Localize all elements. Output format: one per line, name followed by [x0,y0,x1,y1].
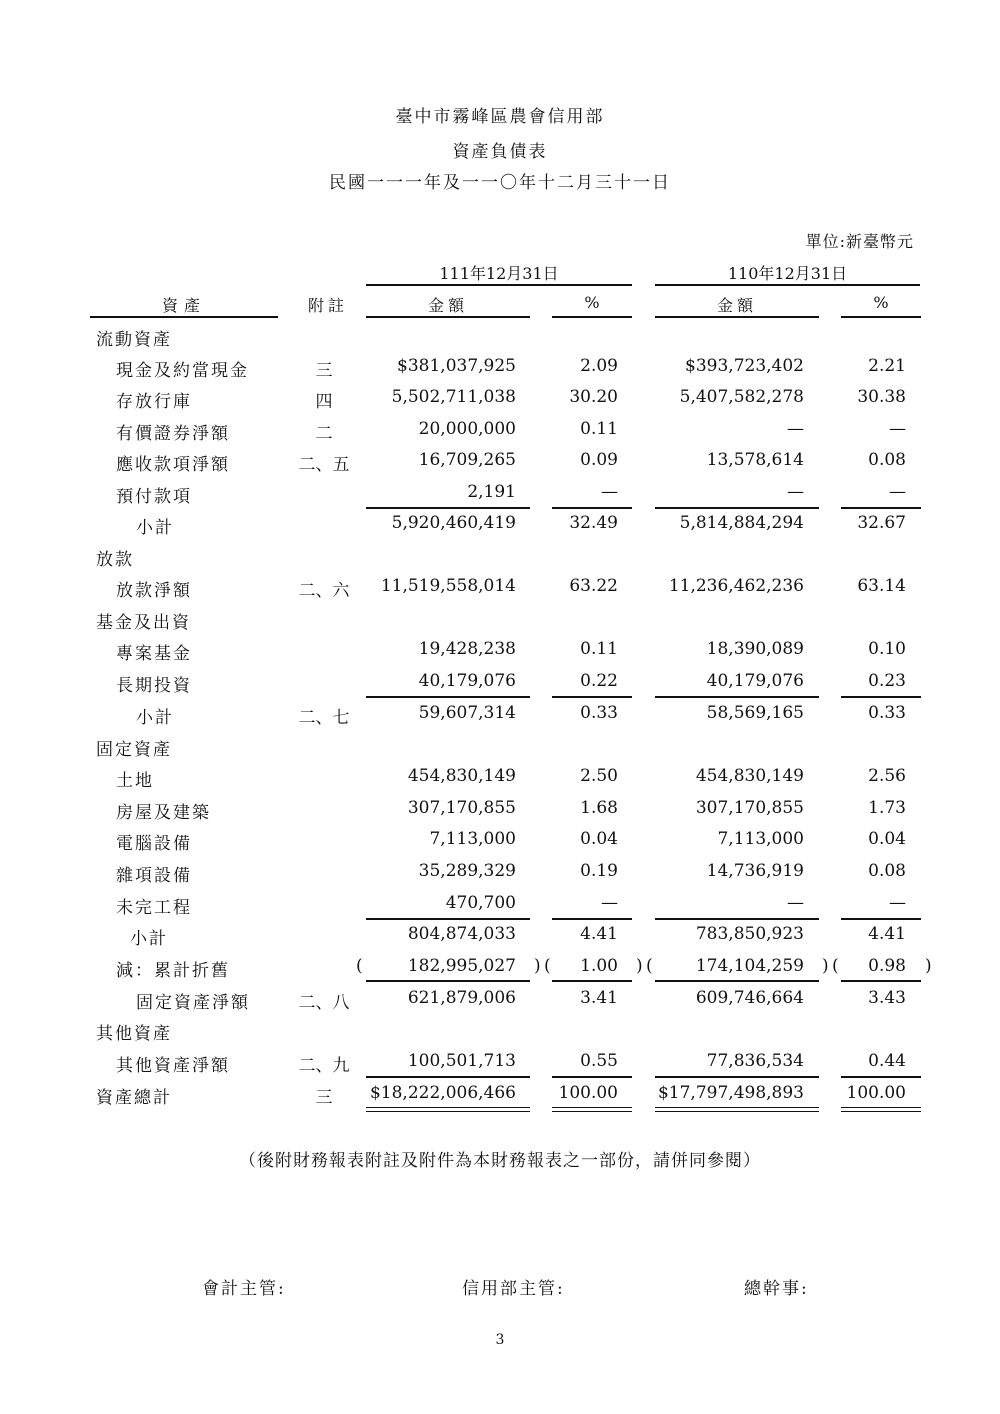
pct-current: 32.49 [569,513,618,533]
open-paren: ( [832,956,839,976]
table-row [0,700,1000,730]
close-paren: ) [822,956,829,976]
amount-current: 307,170,855 [407,798,516,818]
pct-current: 0.09 [580,450,618,470]
header-rule-amount-current [366,316,530,318]
amount-current: 454,830,149 [407,766,516,786]
row-note: 二、八 [298,993,350,1013]
row-label: 放款 [96,550,134,570]
pct-prior: 32.67 [857,513,906,533]
table-row [0,384,1000,414]
total-double-rule [366,1107,530,1112]
amount-prior: 174,104,259 [695,956,804,976]
pct-current: 2.50 [580,766,618,786]
pct-current: 63.22 [569,576,618,596]
header-rule-item [90,316,278,318]
row-label: 未完工程 [116,898,192,918]
amount-current: 804,874,033 [407,924,516,944]
table-row [0,542,1000,572]
subtotal-rule [552,918,632,920]
row-note: 三 [315,1088,333,1108]
organization-name: 臺中市霧峰區農會信用部 [395,107,605,127]
amount-current: 11,519,558,014 [380,576,516,596]
total-double-rule [841,1107,921,1112]
amount-prior: 609,746,664 [695,988,804,1008]
row-note: 二、六 [298,581,350,601]
pct-prior: 0.44 [868,1051,906,1071]
row-note: 二、五 [298,455,350,475]
currency-unit: 單位:新臺幣元 [805,232,914,251]
row-label: 基金及出資 [96,613,191,633]
table-row [0,890,1000,920]
pct-prior: 63.14 [857,576,906,596]
subtotal-rule [841,507,921,509]
row-note: 二、九 [298,1056,350,1076]
amount-prior: — [787,482,804,502]
amount-current: 470,700 [445,893,516,913]
table-row-total [0,1080,1000,1110]
row-label: 固定資產淨額 [136,993,250,1013]
open-paren: ( [646,956,653,976]
pct-current: 4.41 [580,924,618,944]
table-row [0,858,1000,888]
signature-general: 總幹事: [744,1279,809,1299]
table-row [0,732,1000,762]
statement-title: 資產負債表 [452,142,548,162]
table-row [0,763,1000,793]
pct-prior: 0.08 [868,861,906,881]
table-row [0,795,1000,825]
subtotal-rule [552,507,632,509]
row-label: 存放行庫 [116,392,192,412]
pct-prior: 0.23 [868,671,906,691]
amount-prior: 454,830,149 [695,766,804,786]
table-row [0,1016,1000,1046]
pct-current: 0.04 [580,829,618,849]
pct-prior: 0.33 [868,703,906,723]
amount-current: 2,191 [467,482,516,502]
amount-current: 7,113,000 [429,829,516,849]
amount-current: 59,607,314 [418,703,516,723]
amount-current: 40,179,076 [418,671,516,691]
pct-current: 3.41 [580,988,618,1008]
column-amount-prior: 金額 [716,296,757,315]
pct-current: 0.55 [580,1051,618,1071]
table-row [0,826,1000,856]
subtotal-rule [841,980,921,982]
table-row [0,921,1000,951]
amount-prior: $17,797,498,893 [657,1083,804,1103]
signature-accounting: 會計主管: [202,1279,286,1299]
table-row [0,479,1000,509]
amount-current: 100,501,713 [407,1051,516,1071]
table-row [0,605,1000,635]
page-number: 3 [495,1332,505,1348]
amount-current: $381,037,925 [397,356,516,376]
pct-prior: 4.41 [868,924,906,944]
amount-prior: 18,390,089 [706,639,804,659]
pct-current: 1.68 [580,798,618,818]
pct-current: — [601,482,618,502]
table-row [0,353,1000,383]
amount-current: 19,428,238 [418,639,516,659]
table-row [0,416,1000,446]
total-double-rule [552,1107,632,1112]
pct-prior: 100.00 [846,1083,906,1103]
amount-current: 621,879,006 [407,988,516,1008]
open-paren: ( [356,956,363,976]
table-row [0,668,1000,698]
pct-prior: 0.10 [868,639,906,659]
column-amount-current: 金額 [427,296,468,315]
subtotal-rule [841,918,921,920]
row-label: 土地 [116,771,154,791]
row-label: 長期投資 [116,676,192,696]
pct-current: 0.33 [580,703,618,723]
row-label: 減：累計折舊 [116,961,230,981]
row-label: 房屋及建築 [116,803,211,823]
pct-current: 0.19 [580,861,618,881]
pct-prior: 30.38 [857,387,906,407]
open-paren: ( [544,956,551,976]
table-row [0,953,1000,983]
row-label: 放款淨額 [116,581,192,601]
row-label: 現金及約當現金 [116,361,249,381]
amount-prior: 5,814,884,294 [679,513,804,533]
close-paren: ) [636,956,643,976]
amount-prior: — [787,419,804,439]
column-pct-prior: % [873,293,889,312]
period-current: 111年12月31日 [439,264,559,283]
column-pct-current: % [584,293,600,312]
row-label: 應收款項淨額 [116,455,230,475]
pct-current: — [601,893,618,913]
row-label: 預付款項 [116,487,192,507]
amount-prior: 307,170,855 [695,798,804,818]
pct-prior: 0.98 [868,956,906,976]
pct-prior: 2.56 [868,766,906,786]
pct-prior: 1.73 [868,798,906,818]
table-row [0,447,1000,477]
pct-current: 1.00 [580,956,618,976]
amount-prior: 5,407,582,278 [679,387,804,407]
amount-current: 5,502,711,038 [391,387,516,407]
pct-current: 100.00 [558,1083,618,1103]
table-row [0,322,1000,352]
row-label: 其他資產淨額 [116,1056,230,1076]
pct-current: 2.09 [580,356,618,376]
header-rule-pct-current [552,316,632,318]
row-note: 二、七 [298,708,350,728]
table-row [0,573,1000,603]
subtotal-rule [552,980,632,982]
row-label: 小計 [130,929,168,949]
amount-current: 35,289,329 [418,861,516,881]
amount-prior: 14,736,919 [706,861,804,881]
pct-prior: 3.43 [868,988,906,1008]
table-row [0,510,1000,540]
amount-prior: 7,113,000 [717,829,804,849]
row-label: 流動資產 [96,330,172,350]
amount-current: 16,709,265 [418,450,516,470]
column-note: 附註 [307,296,348,315]
subtotal-rule [655,507,819,509]
subtotal-rule [552,696,632,698]
signature-credit: 信用部主管: [462,1279,565,1299]
subtotal-rule [841,1076,921,1078]
header-rule-amount-prior [655,316,819,318]
amount-prior: 11,236,462,236 [668,576,804,596]
amount-current: 182,995,027 [407,956,516,976]
amount-prior: 77,836,534 [706,1051,804,1071]
subtotal-rule [366,696,530,698]
pct-prior: — [889,893,906,913]
statement-date: 民國一一一年及一一〇年十二月三十一日 [329,173,671,193]
subtotal-rule [841,696,921,698]
subtotal-rule [655,980,819,982]
table-row [0,985,1000,1015]
row-label: 小計 [136,708,174,728]
amount-prior: 783,850,923 [695,924,804,944]
subtotal-rule [655,1076,819,1078]
table-row [0,636,1000,666]
subtotal-rule [655,696,819,698]
pct-current: 0.22 [580,671,618,691]
subtotal-rule [552,1076,632,1078]
subtotal-rule [366,980,530,982]
column-item: 資產 [161,296,206,315]
period-prior-rule [655,284,920,286]
amount-prior: $393,723,402 [685,356,804,376]
row-note: 四 [315,392,333,412]
pct-current: 0.11 [580,639,618,659]
row-label: 專案基金 [116,644,192,664]
amount-current: $18,222,006,466 [369,1083,516,1103]
total-double-rule [655,1107,819,1112]
row-label: 小計 [136,518,174,538]
period-current-rule [366,284,632,286]
subtotal-rule [366,507,530,509]
pct-prior: — [889,482,906,502]
amount-prior: 40,179,076 [706,671,804,691]
close-paren: ) [925,956,932,976]
amount-current: 5,920,460,419 [391,513,516,533]
pct-prior: — [889,419,906,439]
row-label: 其他資產 [96,1024,172,1044]
row-label: 資產總計 [96,1088,172,1108]
row-label: 有價證券淨額 [116,424,230,444]
table-row [0,1048,1000,1078]
row-label: 電腦設備 [116,834,192,854]
row-label: 固定資產 [96,740,172,760]
header-rule-pct-prior [841,316,921,318]
row-label: 雜項設備 [116,866,192,886]
amount-prior: — [787,893,804,913]
row-note: 二 [315,424,333,444]
close-paren: ) [534,956,541,976]
footnote: （後附財務報表附註及附件為本財務報表之一部份，請併同參閱） [239,1151,761,1171]
amount-current: 20,000,000 [418,419,516,439]
amount-prior: 58,569,165 [706,703,804,723]
period-prior: 110年12月31日 [727,264,848,283]
subtotal-rule [655,918,819,920]
row-note: 三 [315,361,333,381]
amount-prior: 13,578,614 [706,450,804,470]
subtotal-rule [366,918,530,920]
pct-current: 30.20 [569,387,618,407]
pct-prior: 0.04 [868,829,906,849]
pct-prior: 0.08 [868,450,906,470]
pct-current: 0.11 [580,419,618,439]
subtotal-rule [366,1076,530,1078]
pct-prior: 2.21 [868,356,906,376]
